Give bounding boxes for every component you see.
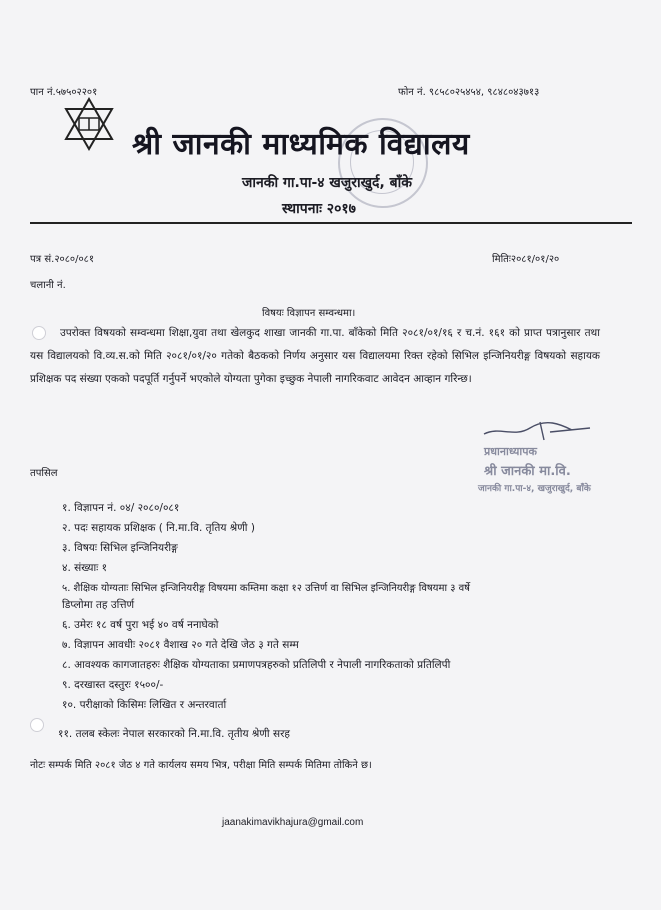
phone-number: फोन नं. ९८५८०२५४५४, ९८४८०४३७१३ bbox=[398, 87, 540, 98]
detail-item: ५. शैक्षिक योग्यताः सिभिल इन्जिनियरीङ्ग विषयमा कम्तिमा कक्षा १२ उत्तिर्ण वा सिभिल इन्जिनियरीङ्ग विषयमा ३ वर्षे bbox=[62, 583, 470, 594]
established-year: स्थापनाः २०१७ bbox=[282, 201, 356, 217]
letter-number: पत्र सं.२०८०/०८१ bbox=[30, 254, 95, 265]
detail-item: ११. तलब स्केलः नेपाल सरकारको नि.मा.वि. तृतीय श्रेणी सरह bbox=[58, 728, 290, 740]
stamp-school-address: जानकी गा.पा-४, खजुराखुर्द, बाँके bbox=[478, 484, 591, 494]
detail-item: १. विज्ञापन नं. ०४/ २०८०/०८१ bbox=[62, 502, 180, 514]
school-address: जानकी गा.पा-४ खजुराखुर्द, बाँके bbox=[242, 175, 413, 191]
detail-item-continued: डिप्लोमा तह उत्तिर्ण bbox=[62, 599, 135, 611]
punch-hole bbox=[30, 718, 44, 732]
pan-number: पान नं.५७५०२२०१ bbox=[30, 87, 98, 98]
detail-item: ६. उमेरः १८ वर्ष पुरा भई ४० वर्ष ननाघेको bbox=[62, 619, 219, 631]
signature-scribble bbox=[480, 418, 600, 444]
detail-item: ७. विज्ञापन आवधीः २०८१ वैशाख २० गते देखि जेठ ३ गते सम्म bbox=[62, 639, 299, 651]
detail-item: ३. विषयः सिभिल इन्जिनियरीङ्ग bbox=[62, 542, 178, 554]
header-divider bbox=[30, 222, 632, 224]
note-line: नोटः सम्पर्क मिति २०८१ जेठ ४ गते कार्यलय समय भित्र, परीक्षा मिति सम्पर्क मितिमा तोकिने छ। bbox=[30, 760, 372, 771]
detail-item: १०. परीक्षाको किसिमः लिखित र अन्तरवार्ता bbox=[62, 699, 227, 711]
school-name: श्री जानकी माध्यमिक विद्यालय bbox=[132, 127, 470, 162]
detail-item: ८. आवश्यक कागजातहरुः शैक्षिक योग्यताका प्रमाणपत्रहरुको प्रतिलिपी र नेपाली नागरिकताको प्रतिलिपी bbox=[62, 659, 451, 671]
school-emblem-icon bbox=[62, 97, 116, 151]
body-paragraph: उपरोक्त विषयको सम्वन्धमा शिक्षा,युवा तथा खेलकुद शाखा जानकी गा.पा. बाँकेको मिति २०८१/०१/१६ र च.नं. १६१ को प्राप्त पत्रानुसार तथा यस विद्यालयको वि.व्य.स.को मिति २०८१/०१/२० गतेको बैठकको निर्णय अनुसार यस विद्यालयमा रिक्त रहेको सिभिल इन्जिनियरीङ्ग विषयको सहायक प्रशिक्षक पद संख्या एकको पदपूर्ति गर्नुपर्ने भएकोले योग्यता पुगेका इच्छुक नेपाली नागरिकवाट आवेदन आव्हान गरिन्छ। bbox=[30, 327, 600, 385]
detail-item: २. पदः सहायक प्रशिक्षक ( नि.मा.वि. तृतिय श्रेणी ) bbox=[62, 522, 255, 534]
dispatch-number: चलानी नं. bbox=[30, 280, 66, 291]
letter-date: मितिः२०८१/०१/२० bbox=[492, 254, 560, 265]
contact-email: jaanakimavikhajura@gmail.com bbox=[222, 817, 364, 828]
detail-item: ९. दरखास्त दस्तुरः १५००/- bbox=[62, 679, 164, 691]
signatory-title: प्रधानाध्यापक bbox=[484, 445, 537, 458]
details-heading: तपसिल bbox=[30, 468, 58, 479]
stamp-school-name: श्री जानकी मा.वि. bbox=[484, 464, 571, 479]
detail-item: ४. संख्याः १ bbox=[62, 562, 108, 574]
subject-line: विषयः विज्ञापन सम्वन्धमा। bbox=[262, 308, 356, 319]
